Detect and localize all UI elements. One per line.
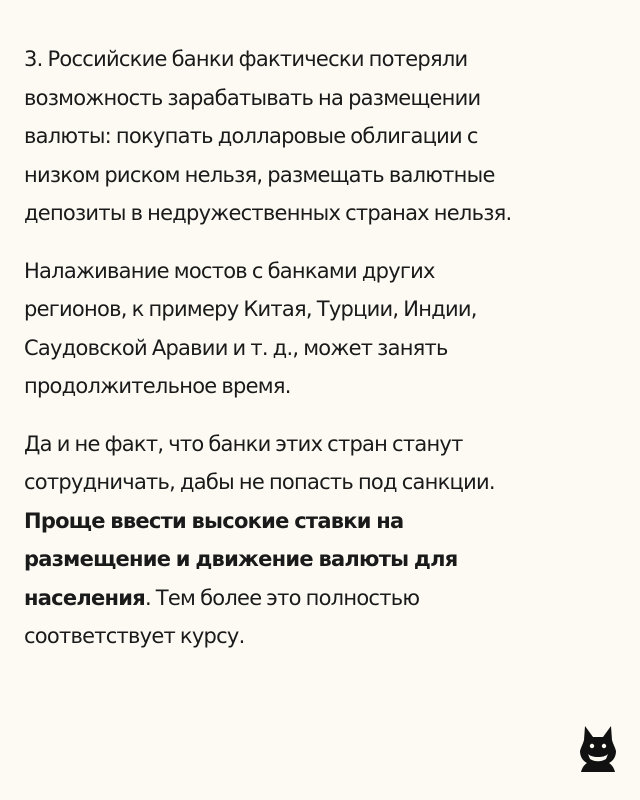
text-line: возможность зарабатывать на размещении	[24, 85, 481, 110]
article-text	[24, 40, 620, 656]
bold-text-line: Проще ввести высокие ставки на	[24, 508, 404, 533]
fox-mascot-icon	[578, 724, 618, 776]
text-line: сотрудничать, дабы не попасть под санкции.	[24, 470, 495, 494]
text-line: Налаживание мостов с банками других	[24, 258, 435, 283]
text-line: Да и не факт, что банки этих стран станут	[24, 431, 463, 456]
text-line: продолжительное время.	[24, 374, 291, 398]
paragraph-2	[24, 252, 620, 406]
text-line: Саудовской Аравии и т. д., может занять	[24, 335, 448, 360]
text-line: 3. Российские банки фактически потеряли	[24, 47, 468, 71]
paragraph-3	[24, 425, 620, 656]
text-line: депозиты в недружественных странах нельзя.	[24, 201, 512, 225]
bold-text-line: размещение и движение валюты для	[24, 547, 458, 571]
paragraph-1	[24, 40, 620, 233]
text-line: валюты: покупать долларовые облигации с	[24, 124, 478, 148]
fox-mascot-silhouette	[580, 726, 616, 772]
text-line: низком риском нельзя, размещать валютные	[24, 162, 495, 187]
bold-text-fragment: населения	[24, 585, 145, 610]
text-line: регионов, к примеру Китая, Турции, Индии,	[24, 297, 477, 321]
text-line: соответствует курсу.	[24, 624, 245, 648]
text-fragment: . Тем более это полностью	[144, 585, 420, 610]
mixed-text-line	[24, 579, 620, 618]
